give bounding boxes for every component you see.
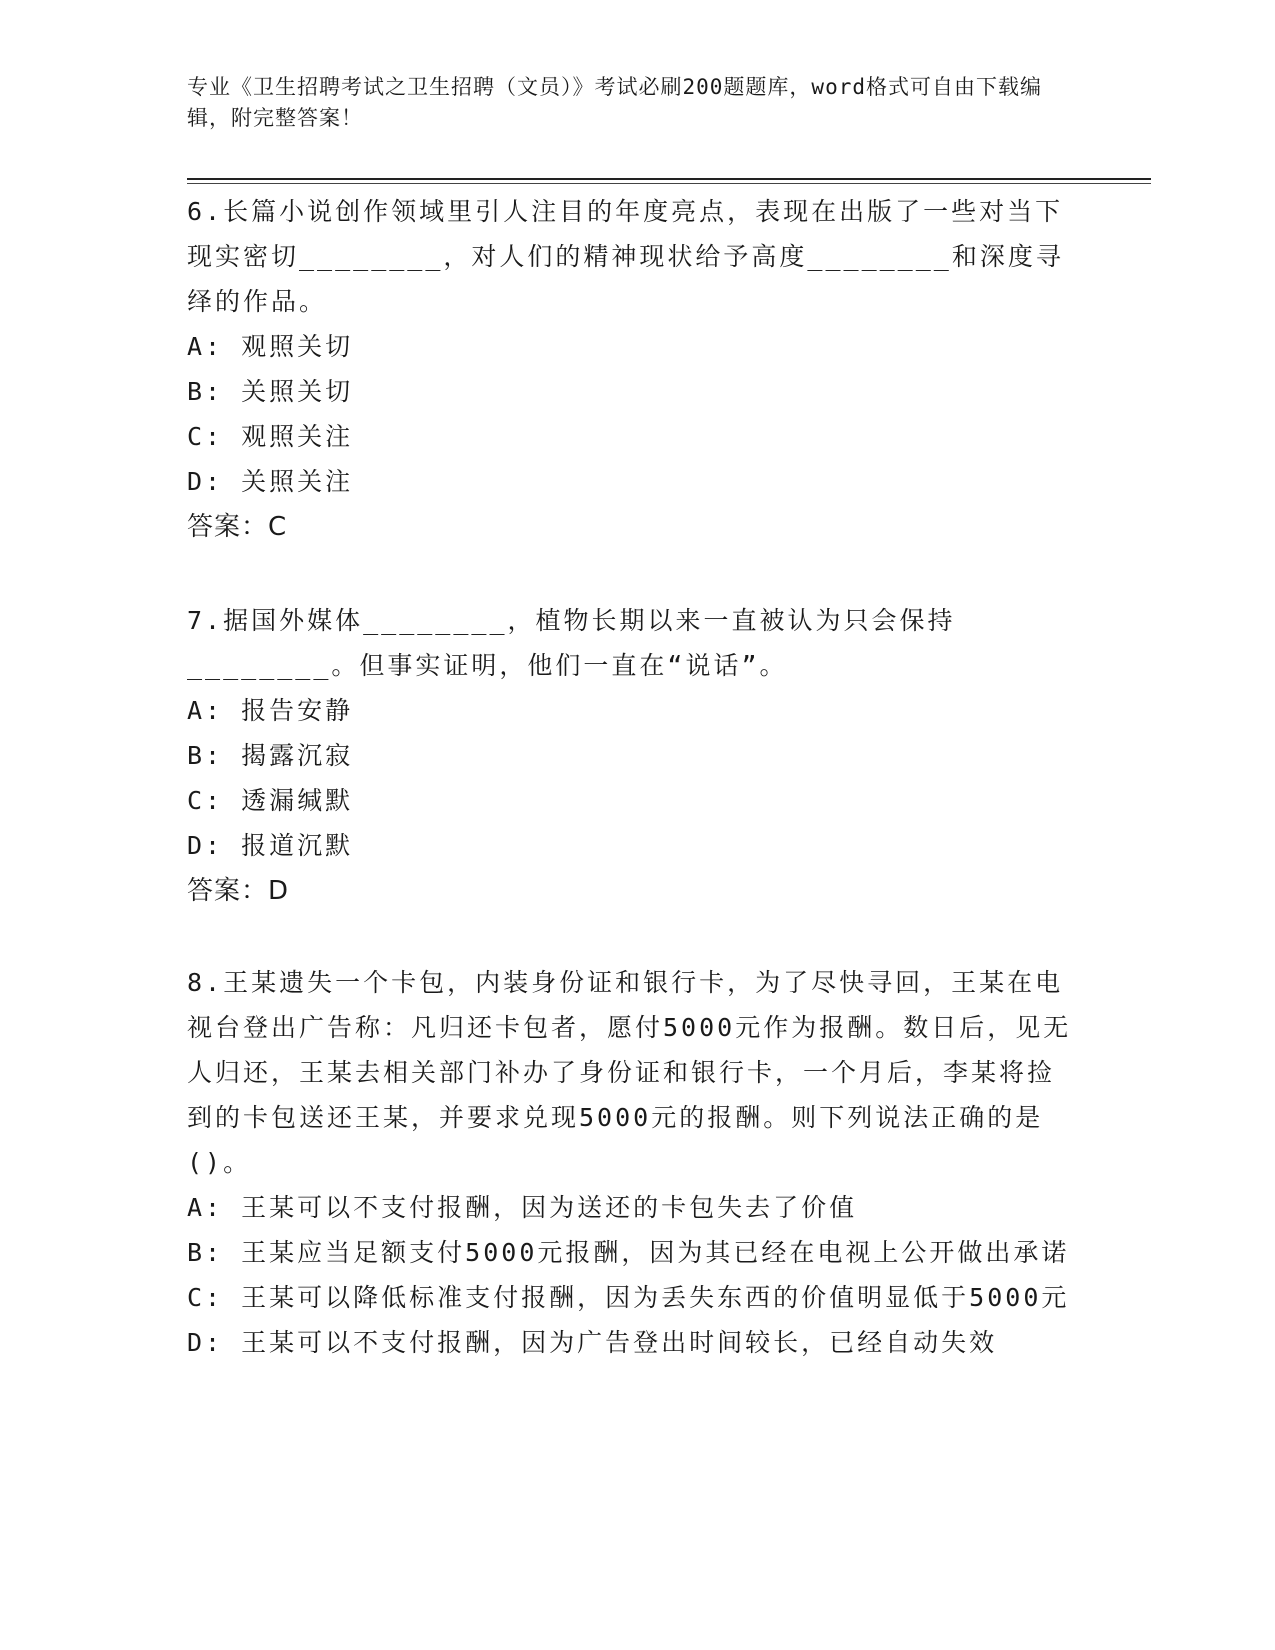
question-text: 7.据国外媒体________，植物长期以来一直被认为只会保持________。但事实证明，他们一直在“说话”。: [187, 606, 956, 680]
option-letter: D:: [187, 1328, 224, 1357]
question-8: [187, 960, 1077, 1365]
option-text: 王某应当足额支付5000元报酬，因为其已经在电视上公开做出承诺: [241, 1238, 1070, 1267]
option-b: [187, 369, 1077, 414]
option-b: [187, 1230, 1077, 1275]
question-text: 8.王某遗失一个卡包，内装身份证和银行卡，为了尽快寻回，王某在电视台登出广告称：凡归还卡包者，愿付5000元作为报酬。数日后，见无人归还，王某去相关部门补办了身份证和银行卡，一个月后，李某将捡到的卡包送还王某，并要求兑现5000元的报酬。则下列说法正确的是()。: [187, 968, 1072, 1177]
answer: 答案：C: [187, 512, 288, 542]
page-header: 专业《卫生招聘考试之卫生招聘（文员）》考试必刷200题题库，word格式可自由下载编辑，附完整答案！: [187, 75, 1042, 130]
option-letter: C:: [187, 786, 224, 815]
option-d: [187, 823, 1077, 868]
question-text: 6.长篇小说创作领域里引人注目的年度亮点，表现在出版了一些对当下现实密切________，对人们的精神现状给予高度________和深度寻绎的作品。: [187, 197, 1064, 316]
option-a: [187, 1185, 1077, 1230]
option-text: 关照关注: [241, 467, 354, 496]
header-divider-thin: [187, 183, 1151, 184]
option-a: [187, 324, 1077, 369]
option-letter: B:: [187, 1238, 224, 1267]
option-letter: C:: [187, 422, 224, 451]
option-letter: A:: [187, 696, 224, 725]
option-a: [187, 688, 1077, 733]
header-divider-thick: [187, 178, 1151, 180]
question-6: [187, 189, 1077, 550]
option-d: [187, 459, 1077, 504]
answer: 答案：D: [187, 876, 290, 906]
option-c: [187, 1275, 1077, 1320]
option-text: 报告安静: [241, 696, 354, 725]
option-text: 报道沉默: [241, 831, 354, 860]
option-text: 关照关切: [241, 377, 354, 406]
option-text: 观照关注: [241, 422, 354, 451]
option-letter: D:: [187, 831, 224, 860]
option-d: [187, 1320, 1077, 1365]
option-letter: C:: [187, 1283, 224, 1312]
option-letter: D:: [187, 467, 224, 496]
option-c: [187, 778, 1077, 823]
question-7: [187, 598, 1077, 914]
option-c: [187, 414, 1077, 459]
option-text: 王某可以不支付报酬，因为送还的卡包失去了价值: [241, 1193, 858, 1222]
option-letter: B:: [187, 741, 224, 770]
option-letter: A:: [187, 332, 224, 361]
option-b: [187, 733, 1077, 778]
option-letter: B:: [187, 377, 224, 406]
option-text: 揭露沉寂: [241, 741, 354, 770]
option-text: 王某可以不支付报酬，因为广告登出时间较长，已经自动失效: [241, 1328, 998, 1357]
option-text: 王某可以降低标准支付报酬，因为丢失东西的价值明显低于5000元: [241, 1283, 1070, 1312]
option-text: 观照关切: [241, 332, 354, 361]
option-text: 透漏缄默: [241, 786, 354, 815]
option-letter: A:: [187, 1193, 224, 1222]
